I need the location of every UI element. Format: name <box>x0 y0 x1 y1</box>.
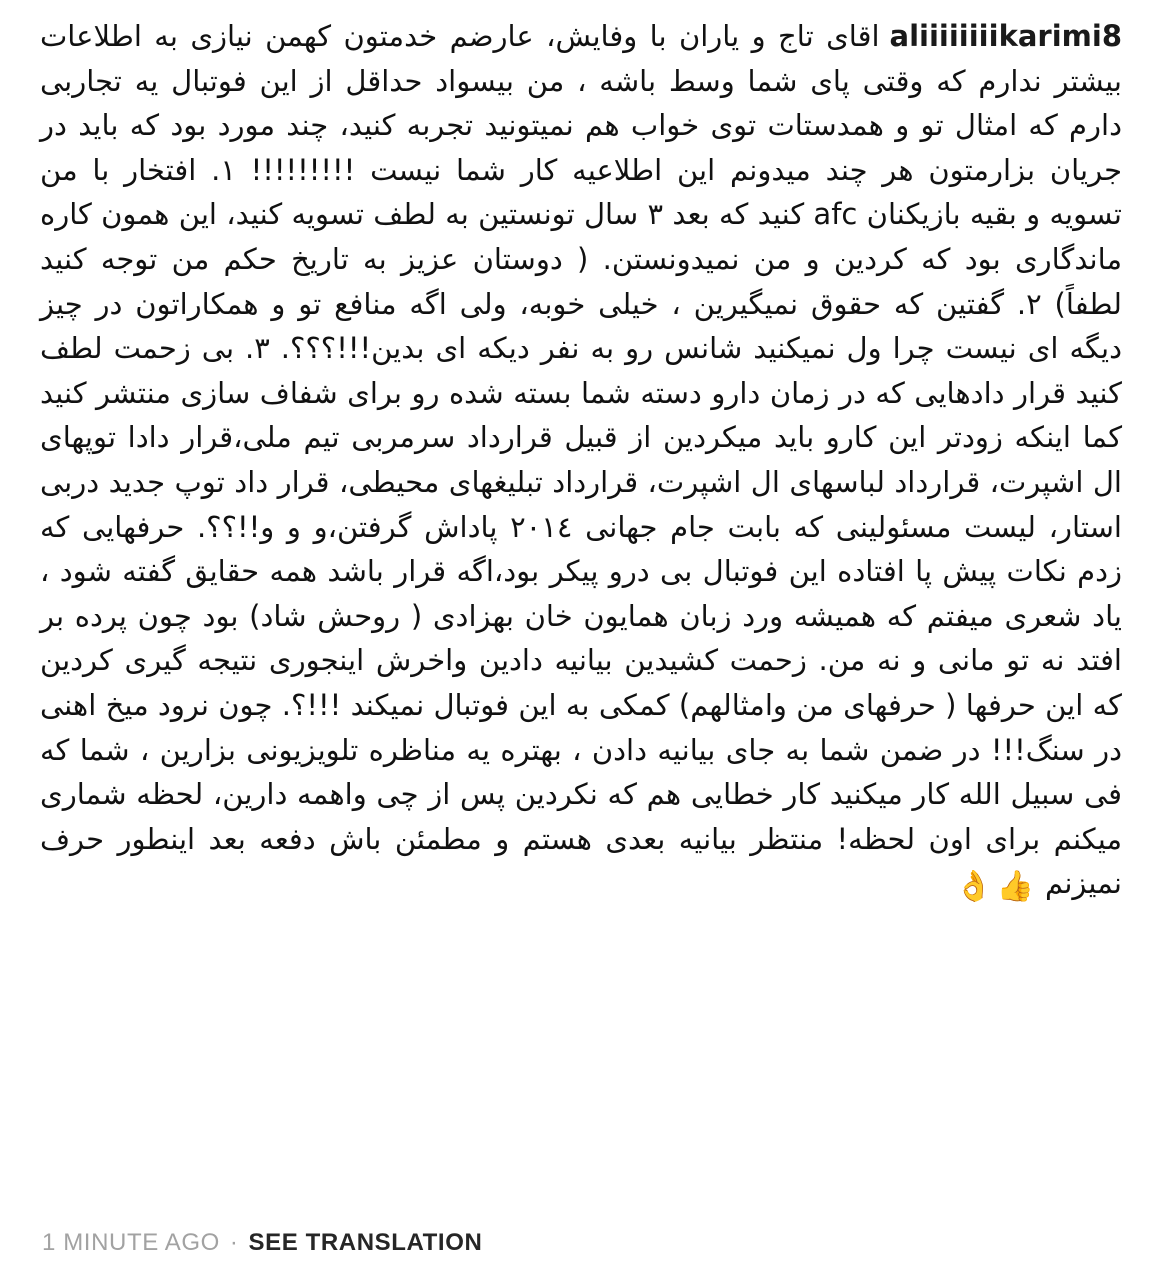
meta-separator: · <box>229 1229 239 1256</box>
comment-body <box>40 14 1122 906</box>
thumbs-up-icon: 👍 <box>996 869 1034 905</box>
comment-meta <box>42 1229 482 1257</box>
see-translation-link[interactable]: SEE TRANSLATION <box>248 1229 483 1256</box>
comment <box>40 14 1122 906</box>
comment-timestamp: 1 MINUTE AGO <box>42 1229 220 1256</box>
ok-hand-icon: 👌 <box>955 869 993 905</box>
comment-text: اقای تاج و یاران با وفایش، عارضم خدمتون کهمن نیازی به اطلاعات بیشتر ندارم که وقتی پای شما وسط باشه ، من بیسواد حداقل از این فوتبال یه تجاربی دارم که امثال تو و همدستات توی خواب هم نمیتونید تجربه کنید، چند مورد بود که باید در جریان بزارمتون هر چند میدونم این اطلاعیه کار شما نیست !!!!!!!!! ١. افتخار با من تسویه و بقیه بازیکنان afc کنید که بعد ٣ سال تونستین به لطف تسویه کنید، این همون کاره ماندگاری بود که کردین و من نمیدونستن. ( دوستان عزیز به تاریخ حکم من توجه کنید لطفاً) ٢. گفتین که حقوق نمیگیرین ، خیلی خوبه، ولی اگه منافع تو و همکاراتون در چیز دیگه ای نیست چرا ول نمیکنید شانس رو به نفر دیکه ای بدین!!!؟؟؟. ٣. بی زحمت لطف کنید قرار دادهایی که در زمان دارو دسته شما بسته شده رو برای شفاف سازی منتشر کنید کما اینکه زودتر این کارو باید میکردین از قبیل قرارداد سرمربی تیم ملی،قرار دادا توپهای ال اشپرت، قرارداد لباسهای ال اشپرت، قرارداد تبلیغهای محیطی، قرار داد توپ جدید دربی استار، لیست مسئولینی که بابت جام جهانی ٢٠١٤ پاداش گرفتن،و و و!!؟؟. حرفهایی که زدم نکات پیش پا افتاده این فوتبال بی درو پیکر بود،اگه قرار باشد همه حقایق گفته شود ، یاد شعری میفتم که همیشه ورد زبان همایون خان بهزادی ( روحش شاد) بود چون پرده بر افتد نه تو مانی و نه من. زحمت کشیدین بیانیه دادین واخرش اینجوری نتیجه گیری کردین که این حرفها ( حرفهای من وامثالهم) کمکی به این فوتبال نمیکند !!!؟. چون نرود میخ اهنی در سنگ!!! در ضمن شما به جای بیانیه دادن ، بهتره یه مناظره تلویزیونی بزارین ، شما که فی سبیل الله کار میکنید کار خطایی هم که نکردین پس از چی واهمه دارین، لحظه شماری میکنم برای اون لحظه! منتظر بیانیه بعدی هستم و مطمئن باش دفعه بعد اینطور حرف نمیزنم <box>40 19 1123 901</box>
comment-username[interactable]: aliiiiiiiikarimi8 <box>889 19 1122 53</box>
